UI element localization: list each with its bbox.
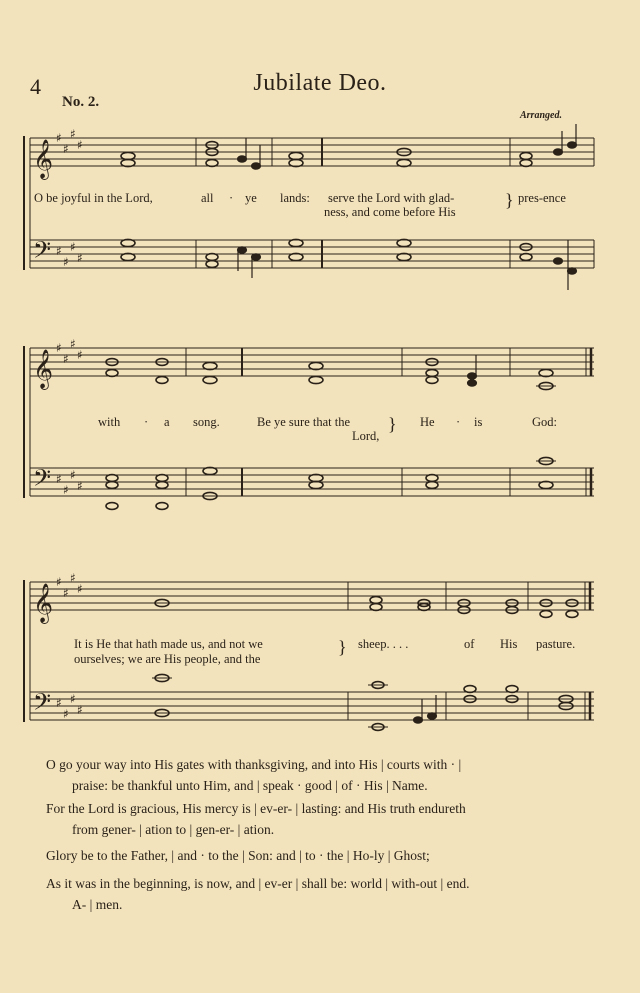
lyric-syllable: serve the Lord with glad-	[328, 191, 455, 205]
lyric-syllable: sheep. . . .	[358, 637, 409, 651]
lyric-syllable: all	[201, 191, 214, 205]
verse	[46, 754, 594, 796]
system-1-bass-staff	[30, 240, 594, 268]
svg-text:♯: ♯	[63, 707, 69, 721]
verse-line: Glory be to the Father, | and · to the | Son: and | to · the | Ho-ly | Ghost;	[46, 848, 430, 863]
lyric-syllable: O be joyful in the Lord,	[34, 191, 153, 205]
treble-clef-icon: 𝄞	[33, 583, 54, 623]
svg-text:♯: ♯	[56, 341, 62, 355]
treble-clef-icon: 𝄞	[33, 349, 54, 389]
page-number: 4	[30, 74, 41, 99]
svg-text:♯: ♯	[77, 703, 83, 717]
svg-text:♯: ♯	[77, 479, 83, 493]
svg-text:♯: ♯	[63, 352, 69, 366]
lyric-syllable: ·	[144, 415, 149, 429]
svg-text:♯: ♯	[77, 582, 83, 596]
bass-clef-icon: 𝄢	[33, 688, 52, 721]
arranger-credit: Arranged.	[520, 110, 562, 121]
verse-line: A- | men.	[72, 897, 123, 912]
svg-text:♯: ♯	[70, 337, 76, 351]
system-2-treble-staff	[30, 348, 594, 376]
lyric-syllable: ness, and come before His	[324, 205, 456, 219]
lyric-syllable: ourselves; we are His people, and the	[74, 652, 261, 666]
svg-text:♯: ♯	[56, 472, 62, 486]
verse-line: As it was in the beginning, is now, and | ev-er | shall be: world | with-out | end.	[46, 876, 470, 891]
lyric-syllable: ·	[456, 415, 461, 429]
verse	[46, 873, 594, 915]
verse-line: O go your way into His gates with thanksgiving, and into His | courts with · |	[46, 757, 462, 772]
svg-text:♯: ♯	[63, 483, 69, 497]
lyric-syllable: Lord,	[352, 429, 380, 443]
svg-text:♯: ♯	[70, 692, 76, 706]
lyric-syllable: a	[164, 415, 170, 429]
svg-text:♯: ♯	[70, 571, 76, 585]
lyric-syllable: of	[464, 637, 475, 651]
brace-icon: }	[338, 637, 347, 657]
verse-line: praise: be thankful unto Him, and | speak · good | of · His | Name.	[72, 778, 428, 793]
svg-text:♯: ♯	[70, 127, 76, 141]
lyric-syllable: pres-ence	[518, 191, 566, 205]
bass-clef-icon: 𝄢	[33, 464, 52, 497]
lyric-syllable: pasture.	[536, 637, 576, 651]
svg-text:♯: ♯	[77, 138, 83, 152]
svg-text:♯: ♯	[77, 348, 83, 362]
svg-text:♯: ♯	[70, 468, 76, 482]
page-title: Jubilate Deo.	[253, 70, 387, 96]
verse-line: from gener- | ation to | gen-er- | ation.	[72, 822, 275, 837]
treble-clef-icon: 𝄞	[33, 139, 54, 179]
bass-clef-icon: 𝄢	[33, 236, 52, 269]
hymn-number: No. 2.	[62, 94, 100, 110]
verse-line: For the Lord is gracious, His mercy is | ev-er- | lasting: and His truth endureth	[46, 801, 466, 816]
lyric-syllable: Be ye sure that the	[257, 415, 351, 429]
svg-text:♯: ♯	[63, 142, 69, 156]
svg-text:♯: ♯	[77, 251, 83, 265]
lyric-syllable: He	[420, 415, 435, 429]
verse	[46, 798, 594, 840]
lyric-syllable: His	[500, 637, 518, 651]
lyric-syllable: It is He that hath made us, and not we	[74, 637, 263, 651]
brace-icon: }	[388, 414, 397, 434]
svg-text:♯: ♯	[56, 575, 62, 589]
lyric-syllable: God:	[532, 415, 557, 429]
svg-text:♯: ♯	[56, 696, 62, 710]
lyric-syllable: lands:	[280, 191, 310, 205]
verse	[46, 845, 594, 866]
lyric-syllable: with	[98, 415, 121, 429]
lyric-syllable: ye	[245, 191, 257, 205]
svg-text:♯: ♯	[63, 586, 69, 600]
svg-text:♯: ♯	[56, 131, 62, 145]
svg-text:♯: ♯	[56, 244, 62, 258]
lyric-syllable: is	[474, 415, 483, 429]
svg-text:♯: ♯	[63, 255, 69, 269]
brace-icon: }	[505, 190, 514, 210]
system-1-treble-staff	[30, 138, 594, 166]
lyric-syllable: ·	[229, 191, 234, 205]
svg-text:♯: ♯	[70, 240, 76, 254]
lyric-syllable: song.	[193, 415, 220, 429]
